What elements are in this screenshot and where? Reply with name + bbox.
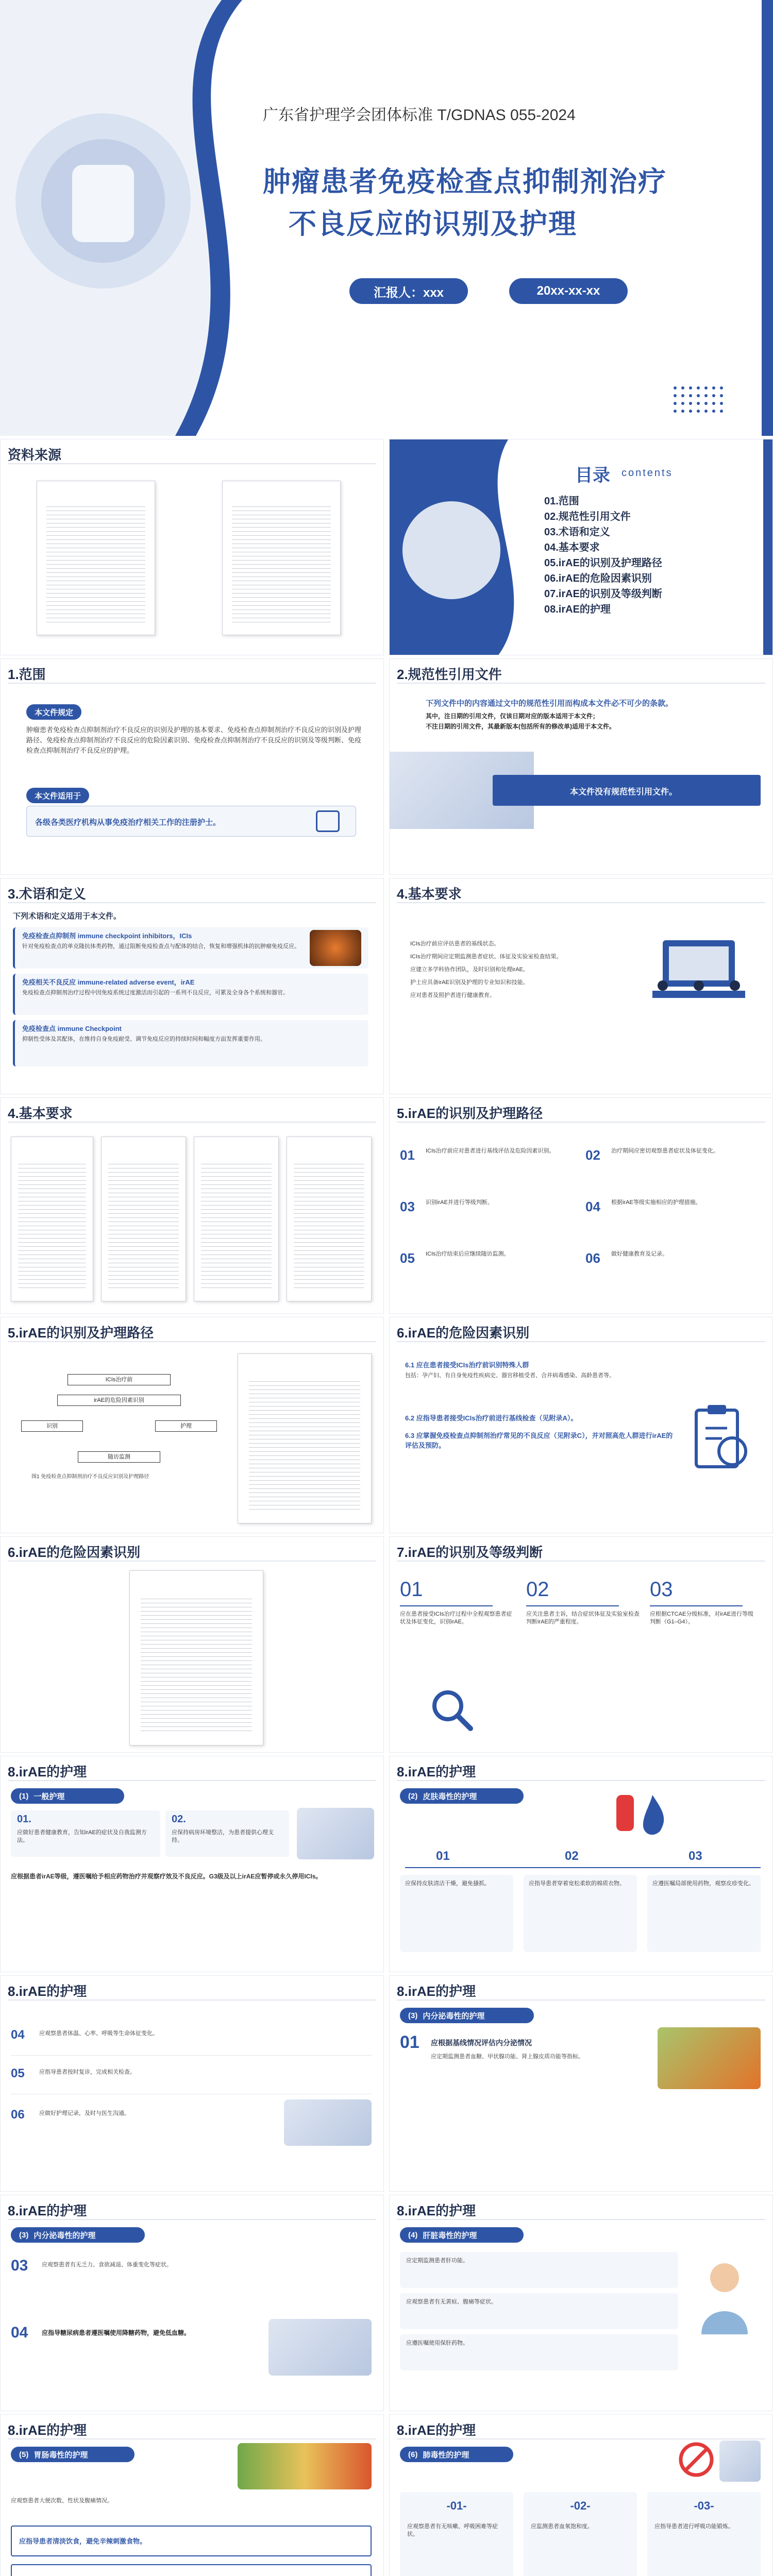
slide-title: 6.irAE的危险因素识别 bbox=[8, 1545, 141, 1560]
slide-scope bbox=[0, 658, 384, 875]
slide-care-list bbox=[0, 1975, 384, 2192]
endo-text: 应定期监测患者血糖、甲状腺功能、肾上腺皮质功能等指标。 bbox=[431, 2054, 584, 2060]
pill-number: (4) bbox=[408, 2230, 418, 2240]
slide-title: 4.基本要求 bbox=[8, 1106, 73, 1121]
slide-path bbox=[389, 1097, 773, 1314]
endo-number: 04 bbox=[11, 2324, 28, 2341]
toc-item[interactable]: 01.范围 bbox=[544, 496, 579, 507]
endo-item bbox=[11, 2324, 248, 2376]
food-photo bbox=[238, 2443, 372, 2489]
norm-intro: 下列文件中的内容通过文中的规范性引用而构成本文件必不可少的条款。 bbox=[426, 699, 674, 708]
lung-text: 应观察患者有无咳嗽、呼吸困难等症状。 bbox=[407, 2523, 498, 2537]
pill-label: 内分泌毒性的护理 bbox=[423, 2011, 485, 2021]
endo-number: 03 bbox=[11, 2257, 28, 2274]
card-text: 应做好患者健康教育，告知irAE的症状及自我监测方法。 bbox=[17, 1829, 147, 1843]
slide-endo bbox=[389, 1975, 773, 2192]
step-number: 05 bbox=[400, 1250, 415, 1266]
lung-card bbox=[524, 2492, 637, 2576]
gi-banner-text: 应指导患者清淡饮食，避免辛辣刺激食物。 bbox=[19, 2537, 147, 2545]
tag-scope: 本文件规定 bbox=[26, 704, 81, 720]
slide-lung bbox=[389, 2414, 773, 2576]
norm-bullet: 其中，注日期的引用文件，仅该日期对应的版本适用于本文件； bbox=[426, 713, 599, 720]
skin-card bbox=[647, 1875, 761, 1952]
term-head: 免疫检查点 immune Checkpoint bbox=[22, 1025, 122, 1032]
slide-risk-doc bbox=[0, 1536, 384, 1753]
term-card bbox=[13, 1020, 368, 1066]
liver-text: 应定期监测患者肝功能。 bbox=[406, 2258, 468, 2264]
risk-head: 6.2 应指导患者接受ICIs治疗前进行基线检查（见附录A）。 bbox=[405, 1414, 578, 1422]
term-head: 免疫相关不良反应 immune-related adverse event，irAE bbox=[22, 978, 195, 986]
lung-card bbox=[647, 2492, 761, 2576]
cover-date: 20xx-xx-xx bbox=[509, 278, 628, 304]
path-step bbox=[585, 1144, 761, 1175]
scope-paragraph: 肿瘤患者免疫检查点抑制剂治疗不良反应的识别及护理的基本要求、免疫检查点抑制剂治疗不良反应的识别及护理路径、免疫检查点抑制剂治疗不良反应的危险因素识别、免疫检查点抑制剂治疗不良反应的识别及等级判断、免疫检查点抑制剂治疗不良反应的护理。 bbox=[26, 726, 362, 754]
term-body: 抑制性受体及其配体，在维持自身免疫耐受、调节免疫反应的持续时间和幅度方面发挥重要作用。 bbox=[22, 1036, 266, 1042]
lung-label: -02- bbox=[570, 2499, 591, 2512]
slide-basic bbox=[389, 878, 773, 1094]
slide-path-diagram bbox=[0, 1317, 384, 1533]
liver-card bbox=[400, 2252, 678, 2288]
patient-illustration-icon bbox=[688, 2257, 761, 2340]
term-body: 针对免疫检查点的单克隆抗体类药物，通过阻断免疫检查点与配体的结合，恢复和增强机体的抗肿瘤免疫反应。 bbox=[22, 943, 300, 950]
care-text: 应做好护理记录，及时与医生沟通。 bbox=[39, 2110, 130, 2116]
slide-cover bbox=[0, 0, 773, 436]
cover-standard: 广东省护理学会团体标准 T/GDNAS 055-2024 bbox=[263, 107, 576, 124]
step-text: 根据irAE等级实施相应的护理措施。 bbox=[611, 1199, 701, 1206]
card-text: 应保持病房环境整洁，为患者提供心理支持。 bbox=[172, 1829, 274, 1843]
pill-label: 内分泌毒性的护理 bbox=[33, 2231, 96, 2240]
slide-skin bbox=[389, 1756, 773, 1972]
basic-list bbox=[410, 940, 627, 1005]
glucose-photo bbox=[268, 2319, 372, 2376]
lung-label: -01- bbox=[446, 2499, 467, 2512]
pill-label: 肺毒性的护理 bbox=[423, 2450, 469, 2460]
grade-number: 02 bbox=[526, 1578, 549, 1601]
slide-risk bbox=[389, 1317, 773, 1533]
term-body: 免疫检查点抑制剂治疗过程中因免疫系统过度激活而引起的一系列不良反应，可累及全身各个系统和器官。 bbox=[22, 990, 289, 996]
step-number: 03 bbox=[400, 1199, 415, 1214]
pill-number: (6) bbox=[408, 2450, 418, 2459]
care-text: 应观察患者体温、心率、呼吸等生命体征变化。 bbox=[39, 2030, 158, 2037]
care-number: 04 bbox=[11, 2028, 25, 2042]
lung-text: 应监测患者血氧饱和度。 bbox=[531, 2523, 593, 2530]
basic-bullet: 护士应具备irAE识别及护理的专业知识和技能。 bbox=[410, 979, 529, 986]
care-number: 05 bbox=[11, 2066, 25, 2080]
slide-title: 8.irAE的护理 bbox=[8, 2422, 87, 2438]
skin-number: 01 bbox=[436, 1849, 450, 1863]
pill-number: (3) bbox=[19, 2230, 29, 2240]
step-number: 06 bbox=[585, 1250, 600, 1266]
table-thumbnail bbox=[11, 1137, 93, 1301]
cover-title-line1: 肿瘤患者免疫检查点抑制剂治疗 bbox=[263, 166, 667, 197]
path-step bbox=[585, 1247, 761, 1278]
care-item bbox=[11, 2025, 372, 2056]
toc-list bbox=[544, 494, 662, 617]
grade-col bbox=[650, 1578, 758, 1626]
slide-title: 8.irAE的护理 bbox=[8, 2203, 87, 2218]
grade-number: 01 bbox=[400, 1578, 423, 1601]
slide-title: 资料来源 bbox=[8, 447, 62, 463]
grade-text: 应根据CTCAE分级标准，对irAE进行等级判断（G1–G4）。 bbox=[650, 1611, 754, 1625]
slide-title: 8.irAE的护理 bbox=[8, 1764, 87, 1780]
card-number: 02. bbox=[172, 1814, 186, 1825]
step-text: ICIs治疗前应对患者进行基线评估及危险因素识别。 bbox=[426, 1148, 555, 1154]
endo-number: 01 bbox=[400, 2032, 419, 2052]
toc-item[interactable]: 04.基本要求 bbox=[544, 542, 600, 553]
endo-item bbox=[11, 2257, 372, 2309]
path-step bbox=[400, 1144, 575, 1175]
endo-text: 应观察患者有无乏力、食欲减退、体重变化等症状。 bbox=[42, 2262, 172, 2268]
step-text: 做好健康教育及记录。 bbox=[611, 1251, 668, 1257]
section-pill bbox=[400, 2008, 534, 2023]
slide-care-general bbox=[0, 1756, 384, 1972]
care-text: 应指导患者按时复诊，完成相关检查。 bbox=[39, 2069, 136, 2075]
endo-head: 应根据基线情况评估内分泌情况 bbox=[431, 2039, 532, 2047]
skin-text: 应遵医嘱局部使用药物，观察皮疹变化。 bbox=[652, 1880, 754, 1887]
risk-head: 6.1 应在患者接受ICIs治疗前识别特殊人群 bbox=[405, 1361, 529, 1369]
slide-title: 1.范围 bbox=[8, 667, 46, 682]
section-pill bbox=[11, 1788, 124, 1804]
toc-item[interactable]: 02.规范性引用文件 bbox=[544, 511, 631, 522]
lung-card bbox=[400, 2492, 513, 2576]
section-pill bbox=[400, 1788, 524, 1804]
document-thumbnail bbox=[222, 481, 341, 635]
flow-box: irAE的危险因素识别 bbox=[57, 1395, 181, 1406]
slide-norm bbox=[389, 658, 773, 875]
term-card bbox=[13, 974, 368, 1015]
liver-card bbox=[400, 2334, 678, 2370]
slide-title: 8.irAE的护理 bbox=[397, 2203, 476, 2218]
medicine-icon bbox=[611, 1785, 673, 1841]
table-thumbnail bbox=[129, 1570, 263, 1745]
clipboard-icon bbox=[686, 1402, 753, 1475]
step-text: ICIs治疗结束后应继续随访监测。 bbox=[426, 1251, 510, 1257]
grade-text: 应在患者接受ICIs治疗过程中全程观察患者症状及体征变化，识别irAE。 bbox=[400, 1611, 512, 1625]
step-number: 02 bbox=[585, 1147, 600, 1163]
flow-box: 护理 bbox=[155, 1420, 217, 1432]
terms-intro: 下列术语和定义适用于本文件。 bbox=[13, 912, 122, 921]
care-card bbox=[165, 1810, 289, 1857]
pill-number: (3) bbox=[408, 2011, 418, 2020]
basic-bullet: ICIs治疗期间应定期监测患者症状、体征及实验室检查结果。 bbox=[410, 954, 562, 960]
slide-title: 6.irAE的危险因素识别 bbox=[397, 1325, 530, 1341]
basic-bullet: ICIs治疗前应评估患者的基线状态。 bbox=[410, 941, 500, 947]
cover-reporter: 汇报人：xxx bbox=[349, 278, 468, 304]
step-text: 治疗期间应密切观察患者症状及体征变化。 bbox=[611, 1148, 719, 1154]
slide-title: 8.irAE的护理 bbox=[397, 2422, 476, 2438]
norm-banner-text: 本文件没有规范性引用文件。 bbox=[570, 788, 678, 796]
care-card bbox=[11, 1810, 160, 1857]
table-thumbnail bbox=[287, 1137, 372, 1301]
document-thumbnail bbox=[37, 481, 155, 635]
no-smoking-icon bbox=[678, 2442, 714, 2478]
step-text: 识别irAE并进行等级判断。 bbox=[426, 1199, 493, 1206]
gi-banner bbox=[11, 2526, 372, 2556]
slide-title: 3.术语和定义 bbox=[8, 886, 86, 902]
pill-label: 一般护理 bbox=[33, 1792, 65, 1801]
section-pill bbox=[400, 2227, 524, 2243]
pill-label: 肝脏毒性的护理 bbox=[423, 2231, 477, 2240]
care-number: 06 bbox=[11, 2108, 25, 2122]
liver-text: 应观察患者有无黄疸、腹痛等症状。 bbox=[406, 2299, 497, 2305]
cover-title-line2: 不良反应的识别及护理 bbox=[289, 209, 577, 240]
toc-item[interactable]: 06.irAE的危险因素识别 bbox=[544, 573, 652, 584]
basic-bullet: 应对患者及照护者进行健康教育。 bbox=[410, 992, 495, 998]
toc-item[interactable]: 07.irAE的识别及等级判断 bbox=[544, 588, 662, 600]
slide-title: 5.irAE的识别及护理路径 bbox=[8, 1325, 154, 1341]
toc-item[interactable]: 03.术语和定义 bbox=[544, 527, 610, 538]
endo-text: 应指导糖尿病患者遵医嘱使用降糖药物，避免低血糖。 bbox=[42, 2329, 191, 2336]
slide-title: 8.irAE的护理 bbox=[397, 1764, 476, 1780]
nurse-photo bbox=[297, 1808, 374, 1859]
slide-basic-tables bbox=[0, 1097, 384, 1314]
apply-card bbox=[26, 806, 356, 837]
table-thumbnail bbox=[238, 1353, 372, 1523]
lung-label: -03- bbox=[694, 2499, 714, 2512]
slide-source bbox=[0, 439, 384, 655]
vegetables-photo bbox=[658, 2027, 761, 2089]
pill-label: 皮肤毒性的护理 bbox=[423, 1792, 477, 1801]
dots-decoration-icon bbox=[673, 385, 729, 421]
pill-label: 胃肠毒性的护理 bbox=[33, 2450, 88, 2460]
document-icon bbox=[316, 810, 340, 832]
toc-subtitle: contents bbox=[621, 467, 673, 479]
section-pill bbox=[11, 2447, 135, 2462]
table-thumbnail bbox=[194, 1137, 279, 1301]
skin-card bbox=[524, 1875, 637, 1952]
slide-grade bbox=[389, 1536, 773, 1753]
flow-box: 识别 bbox=[21, 1420, 83, 1432]
slide-title: 7.irAE的识别及等级判断 bbox=[397, 1545, 543, 1560]
meeting-illustration-icon bbox=[642, 930, 755, 1012]
care-item bbox=[11, 2063, 372, 2094]
slide-title: 2.规范性引用文件 bbox=[397, 667, 502, 682]
norm-bullet: 不注日期的引用文件，其最新版本(包括所有的修改单)适用于本文件。 bbox=[426, 723, 615, 730]
care-photo bbox=[284, 2099, 372, 2146]
path-step bbox=[400, 1247, 575, 1278]
basic-bullet: 应建立多学科协作团队，及时识别和处理irAE。 bbox=[410, 967, 529, 973]
grade-col bbox=[400, 1578, 513, 1626]
skin-text: 应保持皮肤清洁干燥，避免搔抓。 bbox=[405, 1880, 490, 1887]
section-pill bbox=[11, 2227, 145, 2243]
step-number: 01 bbox=[400, 1147, 415, 1163]
toc-title: 目录 bbox=[575, 466, 610, 485]
term-head: 免疫检查点抑制剂 immune checkpoint inhibitors，ICIs bbox=[22, 932, 192, 940]
grade-col bbox=[526, 1578, 640, 1626]
slide-title: 4.基本要求 bbox=[397, 886, 462, 902]
grade-number: 03 bbox=[650, 1578, 673, 1601]
slide-title: 5.irAE的识别及护理路径 bbox=[397, 1106, 543, 1121]
cell-photo bbox=[310, 930, 361, 966]
skin-card bbox=[400, 1875, 513, 1952]
slide-title: 8.irAE的护理 bbox=[397, 1984, 476, 1999]
path-step bbox=[400, 1196, 575, 1227]
tag-apply: 本文件适用于 bbox=[26, 788, 89, 803]
exercise-photo bbox=[719, 2441, 761, 2482]
lung-text: 应指导患者进行呼吸功能锻炼。 bbox=[654, 2523, 734, 2530]
grade-text: 应关注患者主诉，结合症状体征及实验室检查判断irAE的严重程度。 bbox=[526, 1611, 640, 1625]
skin-number: 03 bbox=[688, 1849, 702, 1863]
slide-liver bbox=[389, 2195, 773, 2411]
skin-text: 应指导患者穿着宽松柔软的棉质衣物。 bbox=[529, 1880, 625, 1887]
card-number: 01. bbox=[17, 1814, 31, 1825]
apply-text: 各级各类医疗机构从事免疫治疗相关工作的注册护士。 bbox=[35, 818, 221, 827]
liver-text: 应遵医嘱使用保肝药物。 bbox=[406, 2340, 468, 2346]
flow-box: 随访监测 bbox=[78, 1451, 160, 1463]
pill-number: (5) bbox=[19, 2450, 29, 2459]
slide-toc bbox=[389, 439, 773, 655]
care-paragraph: 应根据患者irAE等级，遵医嘱给予相应药物治疗并观察疗效及不良反应。G3级及以上irAE应暂停或永久停用ICIs。 bbox=[11, 1873, 322, 1880]
gi-text: 应观察患者大便次数、性状及腹痛情况。 bbox=[11, 2498, 113, 2504]
slide-title: 8.irAE的护理 bbox=[8, 1984, 87, 1999]
norm-banner bbox=[493, 775, 761, 806]
table-thumbnail bbox=[101, 1137, 186, 1301]
care-item bbox=[11, 2105, 279, 2136]
section-pill bbox=[400, 2447, 513, 2462]
skin-number: 02 bbox=[565, 1849, 579, 1863]
flow-box: ICIs治疗前 bbox=[68, 1374, 171, 1385]
liver-card bbox=[400, 2293, 678, 2329]
toc-item[interactable]: 08.irAE的护理 bbox=[544, 604, 611, 615]
slide-endo-2 bbox=[0, 2195, 384, 2411]
pill-number: (2) bbox=[408, 1791, 418, 1801]
path-step bbox=[585, 1196, 761, 1227]
slide-terms bbox=[0, 878, 384, 1094]
step-number: 04 bbox=[585, 1199, 600, 1214]
toc-item[interactable]: 05.irAE的识别及护理路径 bbox=[544, 557, 662, 569]
gi-banner bbox=[11, 2564, 372, 2576]
search-icon bbox=[428, 1686, 475, 1733]
pill-number: (1) bbox=[19, 1791, 29, 1801]
slide-gi bbox=[0, 2414, 384, 2576]
flow-caption: 图1 免疫检查点抑制剂治疗不良反应识别及护理路径 bbox=[31, 1474, 149, 1480]
risk-text: 包括：孕产妇、有自身免疫性疾病史、器官移植受者、合并病毒感染、高龄患者等。 bbox=[405, 1372, 615, 1379]
risk-head: 6.3 应掌握免疫检查点抑制剂治疗常见的不良反应（见附录C），并对照高危人群进行irAE的评估及预防。 bbox=[405, 1432, 673, 1449]
